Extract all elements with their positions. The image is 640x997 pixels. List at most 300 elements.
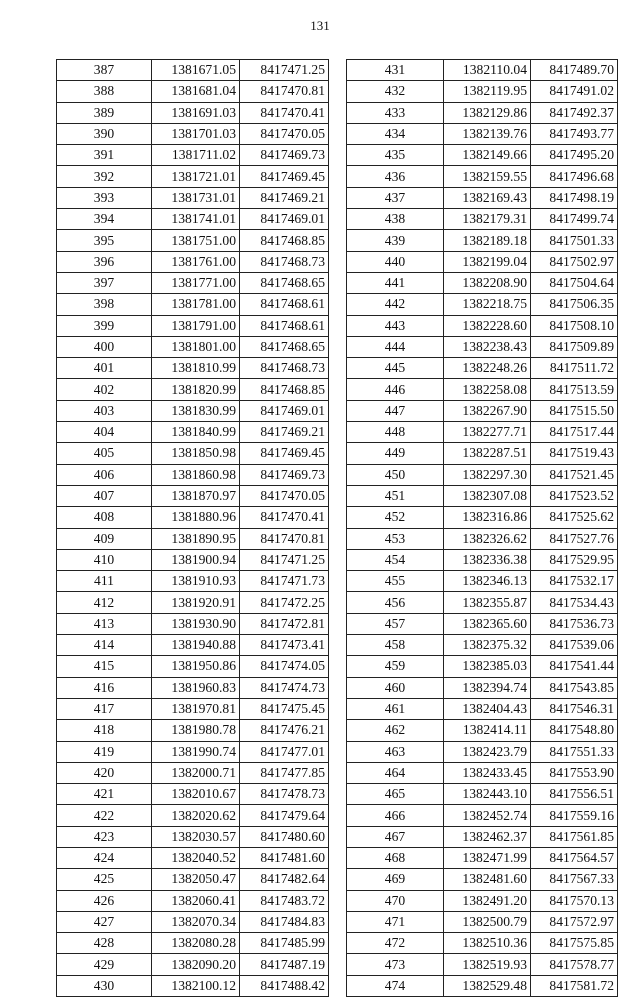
y-coordinate-cell: 8417477.85 xyxy=(240,762,329,783)
point-number-cell: 435 xyxy=(347,145,444,166)
table-row xyxy=(347,379,618,400)
table-row xyxy=(347,294,618,315)
y-coordinate-cell: 8417469.21 xyxy=(240,187,329,208)
y-coordinate-cell: 8417564.57 xyxy=(531,847,618,868)
point-number-cell: 421 xyxy=(57,784,152,805)
table-row xyxy=(347,784,618,805)
y-coordinate-cell: 8417469.73 xyxy=(240,464,329,485)
point-number-cell: 406 xyxy=(57,464,152,485)
y-coordinate-cell: 8417509.89 xyxy=(531,336,618,357)
x-coordinate-cell: 1382020.62 xyxy=(152,805,240,826)
x-coordinate-cell: 1382510.36 xyxy=(444,933,531,954)
point-number-cell: 441 xyxy=(347,272,444,293)
y-coordinate-cell: 8417496.68 xyxy=(531,166,618,187)
y-coordinate-cell: 8417471.25 xyxy=(240,60,329,81)
point-number-cell: 470 xyxy=(347,890,444,911)
x-coordinate-cell: 1381721.01 xyxy=(152,166,240,187)
point-number-cell: 450 xyxy=(347,464,444,485)
x-coordinate-cell: 1381930.90 xyxy=(152,613,240,634)
point-number-cell: 473 xyxy=(347,954,444,975)
point-number-cell: 405 xyxy=(57,443,152,464)
table-row xyxy=(347,720,618,741)
y-coordinate-cell: 8417559.16 xyxy=(531,805,618,826)
table-row xyxy=(57,187,329,208)
y-coordinate-cell: 8417480.60 xyxy=(240,826,329,847)
table-row xyxy=(347,890,618,911)
point-number-cell: 400 xyxy=(57,336,152,357)
x-coordinate-cell: 1382248.26 xyxy=(444,358,531,379)
table-row xyxy=(57,698,329,719)
x-coordinate-cell: 1381850.98 xyxy=(152,443,240,464)
y-coordinate-cell: 8417468.85 xyxy=(240,230,329,251)
table-row xyxy=(57,784,329,805)
point-number-cell: 426 xyxy=(57,890,152,911)
table-row xyxy=(57,869,329,890)
x-coordinate-cell: 1381980.78 xyxy=(152,720,240,741)
point-number-cell: 404 xyxy=(57,422,152,443)
table-row xyxy=(347,145,618,166)
point-number-cell: 460 xyxy=(347,677,444,698)
point-number-cell: 449 xyxy=(347,443,444,464)
table-row xyxy=(57,741,329,762)
table-row xyxy=(57,336,329,357)
y-coordinate-cell: 8417511.72 xyxy=(531,358,618,379)
table-row xyxy=(347,741,618,762)
point-number-cell: 388 xyxy=(57,81,152,102)
table-row xyxy=(347,230,618,251)
x-coordinate-cell: 1381830.99 xyxy=(152,400,240,421)
table-row xyxy=(347,400,618,421)
table-row xyxy=(347,187,618,208)
point-number-cell: 409 xyxy=(57,528,152,549)
point-number-cell: 436 xyxy=(347,166,444,187)
table-row xyxy=(57,720,329,741)
point-number-cell: 411 xyxy=(57,571,152,592)
x-coordinate-cell: 1382238.43 xyxy=(444,336,531,357)
x-coordinate-cell: 1382169.43 xyxy=(444,187,531,208)
table-row xyxy=(57,166,329,187)
point-number-cell: 444 xyxy=(347,336,444,357)
table-row xyxy=(347,422,618,443)
y-coordinate-cell: 8417491.02 xyxy=(531,81,618,102)
x-coordinate-cell: 1382394.74 xyxy=(444,677,531,698)
x-coordinate-cell: 1382010.67 xyxy=(152,784,240,805)
y-coordinate-cell: 8417477.01 xyxy=(240,741,329,762)
x-coordinate-cell: 1382471.99 xyxy=(444,847,531,868)
x-coordinate-cell: 1381880.96 xyxy=(152,507,240,528)
y-coordinate-cell: 8417472.25 xyxy=(240,592,329,613)
y-coordinate-cell: 8417495.20 xyxy=(531,145,618,166)
y-coordinate-cell: 8417468.73 xyxy=(240,251,329,272)
x-coordinate-cell: 1382443.10 xyxy=(444,784,531,805)
point-number-cell: 425 xyxy=(57,869,152,890)
y-coordinate-cell: 8417478.73 xyxy=(240,784,329,805)
coordinates-table-left xyxy=(56,59,329,997)
y-coordinate-cell: 8417521.45 xyxy=(531,464,618,485)
y-coordinate-cell: 8417469.21 xyxy=(240,422,329,443)
x-coordinate-cell: 1382129.86 xyxy=(444,102,531,123)
x-coordinate-cell: 1382375.32 xyxy=(444,635,531,656)
point-number-cell: 419 xyxy=(57,741,152,762)
table-row xyxy=(57,315,329,336)
table-row xyxy=(57,911,329,932)
y-coordinate-cell: 8417489.70 xyxy=(531,60,618,81)
y-coordinate-cell: 8417532.17 xyxy=(531,571,618,592)
table-row xyxy=(347,209,618,230)
point-number-cell: 427 xyxy=(57,911,152,932)
point-number-cell: 440 xyxy=(347,251,444,272)
x-coordinate-cell: 1382491.20 xyxy=(444,890,531,911)
x-coordinate-cell: 1381771.00 xyxy=(152,272,240,293)
point-number-cell: 422 xyxy=(57,805,152,826)
table-row xyxy=(347,847,618,868)
table-row xyxy=(57,400,329,421)
y-coordinate-cell: 8417469.73 xyxy=(240,145,329,166)
x-coordinate-cell: 1382500.79 xyxy=(444,911,531,932)
y-coordinate-cell: 8417572.97 xyxy=(531,911,618,932)
y-coordinate-cell: 8417473.41 xyxy=(240,635,329,656)
y-coordinate-cell: 8417469.45 xyxy=(240,443,329,464)
table-row xyxy=(57,656,329,677)
x-coordinate-cell: 1381920.91 xyxy=(152,592,240,613)
point-number-cell: 459 xyxy=(347,656,444,677)
x-coordinate-cell: 1382433.45 xyxy=(444,762,531,783)
y-coordinate-cell: 8417493.77 xyxy=(531,123,618,144)
y-coordinate-cell: 8417581.72 xyxy=(531,975,618,996)
x-coordinate-cell: 1382355.87 xyxy=(444,592,531,613)
y-coordinate-cell: 8417469.01 xyxy=(240,400,329,421)
point-number-cell: 451 xyxy=(347,485,444,506)
point-number-cell: 389 xyxy=(57,102,152,123)
point-number-cell: 397 xyxy=(57,272,152,293)
table-row xyxy=(347,81,618,102)
x-coordinate-cell: 1382070.34 xyxy=(152,911,240,932)
table-row xyxy=(347,251,618,272)
table-row xyxy=(57,272,329,293)
y-coordinate-cell: 8417482.64 xyxy=(240,869,329,890)
y-coordinate-cell: 8417468.61 xyxy=(240,315,329,336)
point-number-cell: 428 xyxy=(57,933,152,954)
table-row xyxy=(57,954,329,975)
point-number-cell: 412 xyxy=(57,592,152,613)
table-row xyxy=(57,549,329,570)
x-coordinate-cell: 1382316.86 xyxy=(444,507,531,528)
point-number-cell: 396 xyxy=(57,251,152,272)
point-number-cell: 416 xyxy=(57,677,152,698)
table-row xyxy=(57,230,329,251)
x-coordinate-cell: 1381940.88 xyxy=(152,635,240,656)
point-number-cell: 392 xyxy=(57,166,152,187)
x-coordinate-cell: 1381950.86 xyxy=(152,656,240,677)
x-coordinate-cell: 1381791.00 xyxy=(152,315,240,336)
y-coordinate-cell: 8417502.97 xyxy=(531,251,618,272)
table-row xyxy=(57,528,329,549)
x-coordinate-cell: 1382218.75 xyxy=(444,294,531,315)
x-coordinate-cell: 1381681.04 xyxy=(152,81,240,102)
table-row xyxy=(57,826,329,847)
x-coordinate-cell: 1382258.08 xyxy=(444,379,531,400)
table-row xyxy=(347,975,618,996)
x-coordinate-cell: 1382040.52 xyxy=(152,847,240,868)
y-coordinate-cell: 8417487.19 xyxy=(240,954,329,975)
point-number-cell: 453 xyxy=(347,528,444,549)
table-row xyxy=(347,102,618,123)
table-row xyxy=(347,507,618,528)
point-number-cell: 462 xyxy=(347,720,444,741)
table-row xyxy=(347,60,618,81)
x-coordinate-cell: 1381671.05 xyxy=(152,60,240,81)
y-coordinate-cell: 8417479.64 xyxy=(240,805,329,826)
table-row xyxy=(347,336,618,357)
x-coordinate-cell: 1382000.71 xyxy=(152,762,240,783)
point-number-cell: 442 xyxy=(347,294,444,315)
x-coordinate-cell: 1382287.51 xyxy=(444,443,531,464)
point-number-cell: 403 xyxy=(57,400,152,421)
point-number-cell: 467 xyxy=(347,826,444,847)
x-coordinate-cell: 1381910.93 xyxy=(152,571,240,592)
x-coordinate-cell: 1382228.60 xyxy=(444,315,531,336)
point-number-cell: 455 xyxy=(347,571,444,592)
point-number-cell: 447 xyxy=(347,400,444,421)
x-coordinate-cell: 1381870.97 xyxy=(152,485,240,506)
y-coordinate-cell: 8417543.85 xyxy=(531,677,618,698)
x-coordinate-cell: 1382385.03 xyxy=(444,656,531,677)
y-coordinate-cell: 8417525.62 xyxy=(531,507,618,528)
table-row xyxy=(57,145,329,166)
table-row xyxy=(57,60,329,81)
table-row xyxy=(57,762,329,783)
table-row xyxy=(347,762,618,783)
table-row xyxy=(57,422,329,443)
point-number-cell: 401 xyxy=(57,358,152,379)
point-number-cell: 474 xyxy=(347,975,444,996)
x-coordinate-cell: 1381990.74 xyxy=(152,741,240,762)
table-row xyxy=(57,485,329,506)
table-row xyxy=(57,251,329,272)
point-number-cell: 424 xyxy=(57,847,152,868)
y-coordinate-cell: 8417469.01 xyxy=(240,209,329,230)
x-coordinate-cell: 1381781.00 xyxy=(152,294,240,315)
point-number-cell: 418 xyxy=(57,720,152,741)
y-coordinate-cell: 8417515.50 xyxy=(531,400,618,421)
table-row xyxy=(57,975,329,996)
x-coordinate-cell: 1382199.04 xyxy=(444,251,531,272)
x-coordinate-cell: 1382297.30 xyxy=(444,464,531,485)
point-number-cell: 410 xyxy=(57,549,152,570)
table-row xyxy=(347,272,618,293)
table-row xyxy=(57,294,329,315)
point-number-cell: 456 xyxy=(347,592,444,613)
y-coordinate-cell: 8417468.73 xyxy=(240,358,329,379)
table-row xyxy=(347,166,618,187)
point-number-cell: 471 xyxy=(347,911,444,932)
x-coordinate-cell: 1381731.01 xyxy=(152,187,240,208)
y-coordinate-cell: 8417551.33 xyxy=(531,741,618,762)
y-coordinate-cell: 8417534.43 xyxy=(531,592,618,613)
y-coordinate-cell: 8417483.72 xyxy=(240,890,329,911)
y-coordinate-cell: 8417499.74 xyxy=(531,209,618,230)
table-row xyxy=(347,443,618,464)
x-coordinate-cell: 1381810.99 xyxy=(152,358,240,379)
x-coordinate-cell: 1382277.71 xyxy=(444,422,531,443)
x-coordinate-cell: 1382481.60 xyxy=(444,869,531,890)
x-coordinate-cell: 1381741.01 xyxy=(152,209,240,230)
x-coordinate-cell: 1382365.60 xyxy=(444,613,531,634)
point-number-cell: 465 xyxy=(347,784,444,805)
table-row xyxy=(57,102,329,123)
x-coordinate-cell: 1381801.00 xyxy=(152,336,240,357)
table-row xyxy=(347,805,618,826)
x-coordinate-cell: 1382110.04 xyxy=(444,60,531,81)
y-coordinate-cell: 8417481.60 xyxy=(240,847,329,868)
point-number-cell: 469 xyxy=(347,869,444,890)
table-row xyxy=(57,592,329,613)
point-number-cell: 402 xyxy=(57,379,152,400)
point-number-cell: 446 xyxy=(347,379,444,400)
table-row xyxy=(57,635,329,656)
point-number-cell: 464 xyxy=(347,762,444,783)
x-coordinate-cell: 1382336.38 xyxy=(444,549,531,570)
table-row xyxy=(57,379,329,400)
table-row xyxy=(57,933,329,954)
y-coordinate-cell: 8417470.81 xyxy=(240,81,329,102)
point-number-cell: 448 xyxy=(347,422,444,443)
x-coordinate-cell: 1382307.08 xyxy=(444,485,531,506)
x-coordinate-cell: 1382100.12 xyxy=(152,975,240,996)
y-coordinate-cell: 8417470.41 xyxy=(240,102,329,123)
point-number-cell: 438 xyxy=(347,209,444,230)
table-row xyxy=(347,869,618,890)
y-coordinate-cell: 8417527.76 xyxy=(531,528,618,549)
x-coordinate-cell: 1382139.76 xyxy=(444,123,531,144)
y-coordinate-cell: 8417539.06 xyxy=(531,635,618,656)
table-row xyxy=(57,847,329,868)
y-coordinate-cell: 8417561.85 xyxy=(531,826,618,847)
y-coordinate-cell: 8417468.65 xyxy=(240,272,329,293)
y-coordinate-cell: 8417575.85 xyxy=(531,933,618,954)
y-coordinate-cell: 8417471.73 xyxy=(240,571,329,592)
table-row xyxy=(347,592,618,613)
x-coordinate-cell: 1381761.00 xyxy=(152,251,240,272)
point-number-cell: 454 xyxy=(347,549,444,570)
point-number-cell: 390 xyxy=(57,123,152,144)
point-number-cell: 439 xyxy=(347,230,444,251)
point-number-cell: 461 xyxy=(347,698,444,719)
y-coordinate-cell: 8417498.19 xyxy=(531,187,618,208)
y-coordinate-cell: 8417570.13 xyxy=(531,890,618,911)
y-coordinate-cell: 8417529.95 xyxy=(531,549,618,570)
table-row xyxy=(57,209,329,230)
point-number-cell: 430 xyxy=(57,975,152,996)
table-row xyxy=(57,805,329,826)
point-number-cell: 417 xyxy=(57,698,152,719)
table-row xyxy=(57,890,329,911)
y-coordinate-cell: 8417470.05 xyxy=(240,123,329,144)
table-row xyxy=(347,613,618,634)
table-row xyxy=(347,911,618,932)
table-row xyxy=(347,698,618,719)
y-coordinate-cell: 8417476.21 xyxy=(240,720,329,741)
x-coordinate-cell: 1382519.93 xyxy=(444,954,531,975)
point-number-cell: 443 xyxy=(347,315,444,336)
point-number-cell: 466 xyxy=(347,805,444,826)
point-number-cell: 472 xyxy=(347,933,444,954)
table-row xyxy=(347,464,618,485)
y-coordinate-cell: 8417468.65 xyxy=(240,336,329,357)
x-coordinate-cell: 1382326.62 xyxy=(444,528,531,549)
x-coordinate-cell: 1382149.66 xyxy=(444,145,531,166)
point-number-cell: 458 xyxy=(347,635,444,656)
point-number-cell: 433 xyxy=(347,102,444,123)
y-coordinate-cell: 8417470.05 xyxy=(240,485,329,506)
x-coordinate-cell: 1381711.02 xyxy=(152,145,240,166)
point-number-cell: 463 xyxy=(347,741,444,762)
point-number-cell: 395 xyxy=(57,230,152,251)
y-coordinate-cell: 8417553.90 xyxy=(531,762,618,783)
x-coordinate-cell: 1381900.94 xyxy=(152,549,240,570)
x-coordinate-cell: 1382529.48 xyxy=(444,975,531,996)
y-coordinate-cell: 8417474.05 xyxy=(240,656,329,677)
y-coordinate-cell: 8417556.51 xyxy=(531,784,618,805)
x-coordinate-cell: 1382423.79 xyxy=(444,741,531,762)
point-number-cell: 431 xyxy=(347,60,444,81)
point-number-cell: 399 xyxy=(57,315,152,336)
point-number-cell: 445 xyxy=(347,358,444,379)
point-number-cell: 413 xyxy=(57,613,152,634)
point-number-cell: 387 xyxy=(57,60,152,81)
point-number-cell: 452 xyxy=(347,507,444,528)
point-number-cell: 414 xyxy=(57,635,152,656)
y-coordinate-cell: 8417541.44 xyxy=(531,656,618,677)
x-coordinate-cell: 1382050.47 xyxy=(152,869,240,890)
table-row xyxy=(347,933,618,954)
table-row xyxy=(57,358,329,379)
table-row xyxy=(57,571,329,592)
y-coordinate-cell: 8417513.59 xyxy=(531,379,618,400)
y-coordinate-cell: 8417523.52 xyxy=(531,485,618,506)
y-coordinate-cell: 8417548.80 xyxy=(531,720,618,741)
page-number: 131 xyxy=(310,18,330,33)
x-coordinate-cell: 1382462.37 xyxy=(444,826,531,847)
point-number-cell: 457 xyxy=(347,613,444,634)
point-number-cell: 423 xyxy=(57,826,152,847)
y-coordinate-cell: 8417468.61 xyxy=(240,294,329,315)
table-row xyxy=(347,656,618,677)
y-coordinate-cell: 8417472.81 xyxy=(240,613,329,634)
x-coordinate-cell: 1382030.57 xyxy=(152,826,240,847)
x-coordinate-cell: 1382346.13 xyxy=(444,571,531,592)
y-coordinate-cell: 8417567.33 xyxy=(531,869,618,890)
coordinates-table-right xyxy=(346,59,618,997)
y-coordinate-cell: 8417470.81 xyxy=(240,528,329,549)
x-coordinate-cell: 1381890.95 xyxy=(152,528,240,549)
y-coordinate-cell: 8417471.25 xyxy=(240,549,329,570)
x-coordinate-cell: 1381960.83 xyxy=(152,677,240,698)
x-coordinate-cell: 1382080.28 xyxy=(152,933,240,954)
y-coordinate-cell: 8417536.73 xyxy=(531,613,618,634)
y-coordinate-cell: 8417474.73 xyxy=(240,677,329,698)
x-coordinate-cell: 1381691.03 xyxy=(152,102,240,123)
x-coordinate-cell: 1381751.00 xyxy=(152,230,240,251)
table-row xyxy=(347,954,618,975)
y-coordinate-cell: 8417519.43 xyxy=(531,443,618,464)
point-number-cell: 415 xyxy=(57,656,152,677)
table-row xyxy=(57,81,329,102)
y-coordinate-cell: 8417470.41 xyxy=(240,507,329,528)
y-coordinate-cell: 8417546.31 xyxy=(531,698,618,719)
table-row xyxy=(347,571,618,592)
point-number-cell: 394 xyxy=(57,209,152,230)
